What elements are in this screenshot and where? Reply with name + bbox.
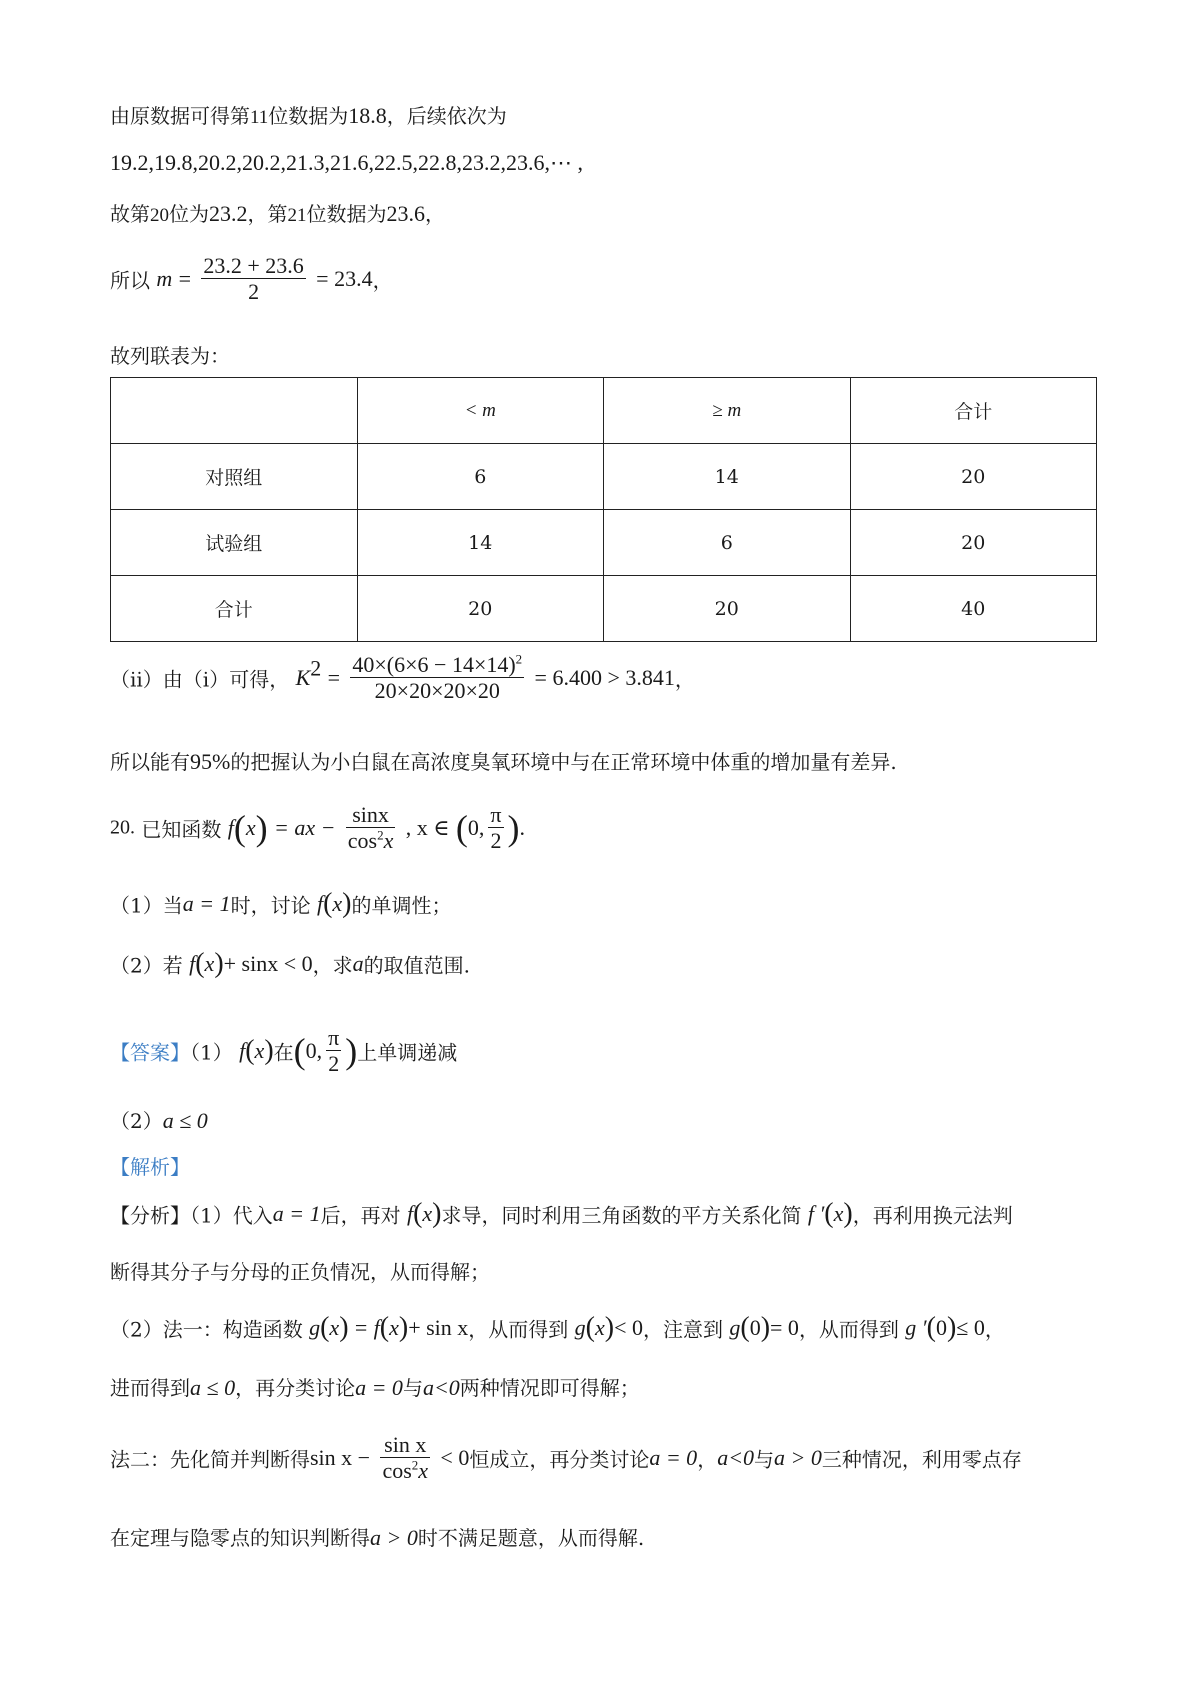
math: a<0 bbox=[422, 1375, 460, 1400]
text: （1）代入 bbox=[190, 1203, 273, 1228]
fraction bbox=[380, 1432, 430, 1484]
paren: ) bbox=[345, 1030, 358, 1071]
expr: = ax − bbox=[273, 814, 336, 840]
var-x: x bbox=[254, 1037, 265, 1063]
table-cell: 14 bbox=[604, 444, 851, 510]
math: ≤ 0 bbox=[956, 1315, 985, 1340]
analysis-tag: 【解析】 bbox=[110, 1155, 190, 1179]
text: 的把握认为小白鼠在高浓度臭氧环境中与在正常环境中体重的增加量有差异. bbox=[230, 750, 897, 774]
math: 20 bbox=[150, 205, 169, 226]
table-intro: 故列联表为： bbox=[110, 344, 230, 368]
text: ， bbox=[984, 1317, 1005, 1342]
math: + sin x bbox=[408, 1315, 469, 1340]
paren: ( bbox=[379, 1312, 390, 1343]
answer-tag: 【答案】 bbox=[110, 1040, 190, 1065]
den-x: x bbox=[383, 828, 394, 854]
func-g: g bbox=[309, 1315, 321, 1340]
subquestion-2 bbox=[110, 948, 470, 980]
numerator-text: 40×(6×6 − 14×14) bbox=[352, 652, 516, 677]
paren: ( bbox=[245, 1034, 255, 1066]
den-text: cos bbox=[347, 828, 378, 854]
paren: ( bbox=[195, 948, 205, 979]
var-x: x bbox=[422, 1201, 433, 1226]
table-header-row bbox=[111, 378, 1097, 444]
analysis-line-5 bbox=[110, 1432, 1022, 1484]
var-k: K bbox=[295, 664, 311, 690]
paren: ) bbox=[432, 1198, 442, 1229]
paren: ) bbox=[398, 1312, 409, 1343]
text: 进而得到 bbox=[110, 1376, 190, 1400]
table-cell: 6 bbox=[604, 510, 851, 576]
table-cell: 6 bbox=[357, 444, 604, 510]
paren: ( bbox=[585, 1312, 595, 1343]
exponent: 2 bbox=[411, 1457, 419, 1473]
paren: ) bbox=[946, 1312, 957, 1343]
math: 21 bbox=[287, 205, 307, 226]
exponent: 2 bbox=[310, 655, 322, 681]
text: 位数据为 bbox=[306, 202, 387, 226]
text: ，注意到 bbox=[643, 1317, 723, 1342]
math: a = 1 bbox=[272, 1201, 321, 1226]
var-x: x bbox=[204, 951, 215, 976]
var-x: x bbox=[594, 1315, 605, 1340]
text: 求导，同时利用三角函数的平方关系化简 bbox=[441, 1203, 802, 1228]
text: ，再利用换元法判 bbox=[852, 1203, 1013, 1228]
math: a ≤ 0 bbox=[162, 1108, 208, 1133]
text: 恒成立，再分类讨论 bbox=[469, 1447, 650, 1472]
paren: ) bbox=[339, 1312, 349, 1343]
text: ， bbox=[697, 1447, 718, 1472]
text: 上单调递减 bbox=[357, 1040, 458, 1065]
math: a = 0 bbox=[355, 1375, 403, 1400]
func-g-prime: g ′ bbox=[905, 1315, 927, 1340]
math: a ≤ 0 bbox=[190, 1375, 236, 1400]
text: 法二：先化简并判断得 bbox=[110, 1447, 310, 1472]
zero: 0 bbox=[749, 1315, 761, 1340]
math: a = 1 bbox=[182, 891, 231, 916]
zero: 0, bbox=[305, 1037, 323, 1063]
text: ，从而得到 bbox=[798, 1317, 899, 1342]
analysis-tag-text: 【分析】 bbox=[110, 1203, 190, 1228]
func-f: f bbox=[406, 1201, 414, 1226]
zero: 0, bbox=[467, 814, 485, 840]
text: ，求 bbox=[312, 953, 353, 978]
conclusion-line bbox=[110, 746, 897, 775]
func-g: g bbox=[574, 1315, 586, 1340]
text: 在 bbox=[273, 1040, 294, 1065]
denominator: 20×20×20×20 bbox=[374, 678, 500, 704]
math: < 0 bbox=[614, 1315, 643, 1340]
answer-line-2 bbox=[110, 1105, 208, 1134]
paren: ) bbox=[255, 807, 268, 848]
result: = 23.4 bbox=[316, 265, 373, 291]
math: 23.2 bbox=[209, 201, 248, 226]
func-f: f bbox=[373, 1315, 380, 1340]
var-x: x bbox=[329, 1315, 340, 1340]
text: 位为 bbox=[169, 202, 209, 226]
numerator: π bbox=[328, 1025, 340, 1050]
fraction bbox=[346, 802, 396, 854]
math: a = 0 bbox=[649, 1444, 698, 1470]
paren: ( bbox=[824, 1198, 834, 1229]
func-f-prime: f ′ bbox=[807, 1201, 825, 1226]
text: ，再分类讨论 bbox=[235, 1376, 356, 1400]
text: ，从而得到 bbox=[468, 1317, 569, 1342]
table-cell: 对照组 bbox=[111, 444, 358, 510]
text: （2） bbox=[110, 1109, 163, 1133]
paren: ) bbox=[604, 1312, 615, 1343]
text: 由原数据可得第 bbox=[110, 104, 250, 128]
denominator bbox=[346, 828, 396, 853]
paren: ( bbox=[455, 807, 468, 848]
paren: ( bbox=[233, 807, 246, 848]
fraction-pi bbox=[326, 1025, 341, 1077]
text: （ii）由（i）可得， bbox=[110, 667, 290, 692]
header-cell: 合计 bbox=[850, 378, 1097, 444]
numerator: sin x bbox=[380, 1432, 430, 1458]
text: ，后续依次为 bbox=[386, 104, 507, 128]
numerator: sinx bbox=[346, 802, 396, 828]
den-x: x bbox=[418, 1458, 429, 1484]
numerator: π bbox=[490, 802, 502, 827]
func-f: f bbox=[239, 1037, 246, 1063]
math: 11 bbox=[250, 107, 269, 128]
header-cell: ≥ m bbox=[604, 378, 851, 444]
text: （1） bbox=[190, 1040, 233, 1065]
analysis-line-2: 断得其分子与分母的正负情况，从而得解； bbox=[110, 1260, 490, 1284]
den-text: cos bbox=[382, 1458, 412, 1484]
numerator bbox=[350, 652, 524, 678]
paren: ) bbox=[342, 888, 352, 919]
math: + sinx < 0 bbox=[223, 951, 313, 976]
analysis-line-3 bbox=[110, 1312, 1005, 1344]
text: 时，讨论 bbox=[230, 893, 311, 918]
text: （1）当 bbox=[110, 893, 183, 918]
math: < 0 bbox=[440, 1444, 470, 1470]
math: 18.8 bbox=[348, 103, 387, 128]
paren: ( bbox=[323, 888, 333, 919]
question-number: 20. bbox=[110, 816, 135, 839]
paren: ( bbox=[926, 1312, 936, 1343]
text: 的取值范围. bbox=[363, 953, 470, 978]
contingency-table bbox=[110, 377, 1097, 642]
fraction bbox=[201, 253, 305, 305]
analysis-line-6 bbox=[110, 1522, 644, 1551]
analysis-line-1 bbox=[110, 1198, 1013, 1230]
equals: = bbox=[327, 664, 341, 690]
math: sin x − bbox=[310, 1444, 371, 1470]
var-m: m bbox=[156, 265, 173, 291]
paren: ) bbox=[843, 1198, 853, 1229]
text: ，第 bbox=[247, 202, 288, 226]
paren: ( bbox=[320, 1312, 330, 1343]
math: = 0 bbox=[770, 1315, 799, 1340]
table-cell: 试验组 bbox=[111, 510, 358, 576]
solution-line-3 bbox=[110, 198, 445, 227]
denominator bbox=[380, 1458, 430, 1483]
table-cell: 20 bbox=[850, 444, 1097, 510]
median-formula bbox=[110, 253, 393, 305]
period: . bbox=[519, 814, 526, 840]
table-cell: 合计 bbox=[111, 576, 358, 642]
table-row bbox=[111, 444, 1097, 510]
var-x: x bbox=[833, 1201, 844, 1226]
var-x: x bbox=[389, 1315, 399, 1340]
text: 与 bbox=[754, 1447, 775, 1472]
var-a: a bbox=[352, 951, 364, 976]
text: 时不满足题意，从而得解. bbox=[417, 1526, 645, 1550]
var-x: x bbox=[332, 891, 343, 916]
percent: 95% bbox=[190, 749, 231, 774]
denominator: 2 bbox=[248, 279, 260, 305]
chi-square-formula bbox=[110, 652, 695, 704]
paren: ) bbox=[507, 807, 520, 848]
func-g: g bbox=[729, 1315, 741, 1340]
denominator: 2 bbox=[490, 828, 502, 854]
numerator: 23.2 + 23.6 bbox=[203, 253, 304, 278]
table-cell: 20 bbox=[850, 510, 1097, 576]
subquestion-1 bbox=[110, 888, 452, 920]
paren: ) bbox=[264, 1034, 274, 1066]
text: （2）若 bbox=[110, 953, 183, 978]
paren: ( bbox=[413, 1198, 423, 1229]
text: 位数据为 bbox=[268, 104, 349, 128]
func-f: f bbox=[227, 814, 234, 840]
text: 已知函数 bbox=[141, 817, 222, 842]
text: ， bbox=[674, 667, 695, 692]
equals: = bbox=[354, 1315, 368, 1340]
table-row bbox=[111, 576, 1097, 642]
header-cell bbox=[111, 378, 358, 444]
text: （2）法一：构造函数 bbox=[110, 1317, 303, 1342]
math: 23.6 bbox=[386, 201, 425, 226]
text: 在定理与隐零点的知识判断得 bbox=[110, 1526, 370, 1550]
text: 所以 bbox=[110, 268, 150, 293]
equals: = bbox=[178, 265, 192, 291]
text: 的单调性； bbox=[351, 893, 452, 918]
exponent: 2 bbox=[377, 827, 384, 843]
func-f: f bbox=[189, 951, 196, 976]
text: 所以能有 bbox=[110, 750, 190, 774]
text: 两种情况即可得解； bbox=[459, 1376, 640, 1400]
question-20 bbox=[110, 802, 525, 854]
text: 与 bbox=[402, 1376, 423, 1400]
text: ， bbox=[372, 268, 393, 293]
table-row bbox=[111, 510, 1097, 576]
table-cell: 20 bbox=[357, 576, 604, 642]
answer-line-1 bbox=[110, 1025, 457, 1077]
paren: ( bbox=[293, 1030, 306, 1071]
analysis-line-4 bbox=[110, 1372, 640, 1401]
exponent: 2 bbox=[515, 651, 523, 667]
domain: , x ∈ bbox=[405, 814, 450, 840]
math: a > 0 bbox=[370, 1525, 418, 1550]
text: 三种情况，利用零点存 bbox=[821, 1447, 1022, 1472]
math: a<0 bbox=[717, 1444, 755, 1470]
denominator: 2 bbox=[328, 1051, 340, 1077]
result: = 6.400 > 3.841 bbox=[534, 664, 675, 690]
paren: ) bbox=[760, 1312, 771, 1343]
fraction bbox=[350, 652, 524, 704]
zero: 0 bbox=[935, 1315, 947, 1340]
header-cell: < m bbox=[357, 378, 604, 444]
var-x: x bbox=[245, 814, 256, 840]
table-cell: 40 bbox=[850, 576, 1097, 642]
fraction-pi bbox=[488, 802, 503, 854]
paren: ( bbox=[740, 1312, 750, 1343]
func-f: f bbox=[316, 891, 324, 916]
data-sequence: 19.2,19.8,20.2,20.2,21.3,21.6,22.5,22.8,23.2,23.6,⋯ , bbox=[110, 150, 583, 175]
math: a > 0 bbox=[774, 1444, 822, 1470]
table-cell: 14 bbox=[357, 510, 604, 576]
table-cell: 20 bbox=[604, 576, 851, 642]
text: 后，再对 bbox=[320, 1203, 401, 1228]
text: ， bbox=[425, 202, 445, 226]
solution-line-1 bbox=[110, 100, 507, 129]
text: 故第 bbox=[110, 202, 150, 226]
paren: ) bbox=[214, 948, 224, 979]
